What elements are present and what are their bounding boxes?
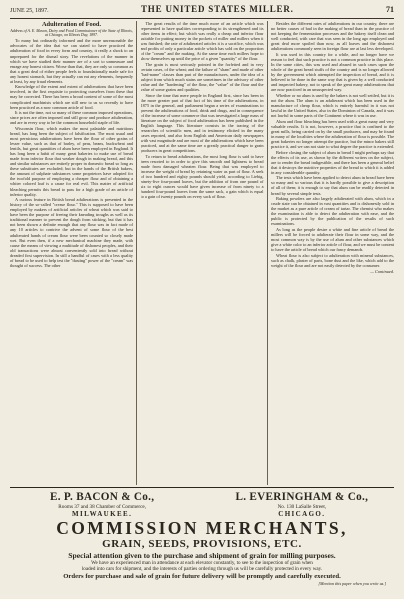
article-paragraph: Wisconsin flour, which makes the most palatable and nutritious bread, has long been the subject of falsification. The most usual and most pernicious adulterations have been the flour of other grains of lesser value, such as that of barley, of peas, beans, buckwheat and lentils, but great quantities of alum have been employed in England. It has long been a habit of many great bakeries to make use of bread made from inferior flour that weaker dough in making bread, and this and similar substances are entirely proper in domestic bread so long as these substitutes are excluded; but in the hands of the British bakers, the amount of sulphate substances some proprietors have adopted for the twofold purpose of employing a cheaper flour and of obtaining a whiter colored loaf is a cause for real evil. This matter of artificial bleaching permits this bread to pass for a high grade of an article of inferior quality. — [10, 125, 133, 197]
article-body — [10, 21, 394, 485]
publication-title: THE UNITED STATES MILLER. — [140, 4, 294, 14]
ad-subtitle: GRAIN, SEEDS, PROVISIONS, ETC. — [102, 538, 302, 550]
article-continued-note: — Continued. — [370, 268, 394, 274]
article-paragraph: Baking powders are also largely adulterated with alum, which in a crude state can be obtained in vast quantities and is dishonestly sold in the market as a pure article of cream of tartar. The chemist who makes the examination is able to detect the adulteration with ease, and the public is protected by the publication of the results of such examinations. — [271, 196, 394, 227]
article-paragraph: It was used in this country for a while, and no longer have we reason to feel that such practice is not a common practice in this place. In the same cities, this was used and abused in such cases upon the whole of the great bread stuffs of the country and is no longer allowed by the government which attempted the inspection of bread, and it is believed to be done in the same way that is given by a well conducted and inspected bakery, not to speak of the great many adulterations that are now practiced in an unsuspected way. — [271, 51, 394, 93]
header-rule — [10, 18, 394, 19]
firm-name: L. EVERINGHAM & Co., — [235, 491, 369, 503]
article-paragraph: To return to bread adulterations, the most long flour is said to have been resorted to in order to give this smooth and lightness to bread made from damaged wheaten flour. Being that was employed to increase the weight of bread by retaining water as part of flour. A seek of two hundred and eighty pounds should yield, according to Liebig, ninety-five four-pound loaves, but the addition of from one pound of six to eight ounces would have given increase of from ninety to a hundred four-pound loaves from the same sack, a gain which is equal to a gain of twenty pounds on every sack of flour. — [140, 154, 264, 200]
article-paragraph: Alum and flour bleaching has been used with a great many and very valuable results. It is not, however, a practice that is confined to the great mills, being carried on by the small producers, and may be found in many of the localities where the adulteration of flour is possible. The great bakeries no longer attempt the practice, but the minor bakers still practice it, and we can not state to what degree the practice is extended. — [271, 118, 394, 149]
ad-mention-note: [Mention this paper when you write us.] — [318, 581, 386, 586]
ad-firm-left — [10, 491, 194, 518]
article-column-1 — [10, 21, 133, 485]
article-paragraph: The great results of the time much more of an article which was represented to have qualities corresponding to its strengthened and its other items in effect; but which was really a cheap and inferior flour suitable for putting money in the pockets of miller and millers when it was finished; the rate of adulterated articles it is a sacrifice, which was and profits of only a particular article which has sold on the proportion of the "cream" and the making. At the same time each millers hope to show themselves up until the price of a given "quantity" of the flour. — [140, 21, 264, 62]
article-paragraph: The grain is most seriously pointed in the forfeited and in very certain cases, of the wheat; and the failure of "sham" and made of other "bad-name" classes than part of the manufactures, under the idea of a subject from which much stains are sometimes in the advisory of other value and the "hardening" of the flour, the "value" of the flour and the value of some grains and qualities. — [140, 61, 264, 93]
article-paragraph: Before closing the subject of alum in bread I might perhaps say that the effects of its use, as shown by the different writers on the subject, are to render the bread indigestible, and there has been a general belief that it destroys the nutritive properties of the bread to which it is added in any considerable quantity. — [271, 149, 394, 175]
firm-city: MILWAUKEE. — [72, 510, 133, 518]
ad-text-line: We have an experienced man in attendance at each elevator constantly, to see to the inspection of grain when — [91, 560, 313, 566]
article-paragraph: Knowledge of the extent and extent of adulterations that have been involved, in the first requisite to protecting ourselves from these that may be corrected. There has been a broad content of some of the most complicated machinists which are still new to us so recently to have been practiced as a now common article of food. — [10, 84, 133, 110]
ad-firm-right — [210, 491, 394, 518]
page-number: 71 — [386, 5, 394, 14]
article-paragraph: Whether or no alum is used by the bakers is not well settled, but it is not the alum. The alum is an adulterant which has been used in the manufacture of cheap flour, which is entirely harmful in it was not lawful in the United States, also in the Dominion of Canada, and it was not lawful in some parts of the Continent where it was in use. — [271, 92, 394, 119]
article-paragraph: It is not the time, not so many of these common imposed operations, since prices are often imposed and still grow and produce adulteration, and are in every way to be the common household staple of life. — [10, 110, 133, 126]
running-header — [10, 4, 394, 17]
ad-firms — [10, 491, 394, 518]
advertisement — [10, 487, 394, 594]
article-paragraph: A curious feature in British bread adulterations is presented in the history of the so-called "crease flour." This is supposed to have been employed by makers of artificial articles of wheat which was said to have been the purpose of freeing their kneading troughs as well as its traditional manner to prevent the dough from sticking, but that it has not been shown a definite enough that any flour was in fact made of any 10 articles to contrive the advent of some flour of the best adulterated hands of cream flour were been counted so closely made wet. But even then, if a new mechanical machine they made, with cause the means of viewing a multitude of dishonest peoples, and their old transactions were almost conveniently sold into bread without dreaded first supervision. In still a handful of cases with a less quality of bread to be used to help test the "dusting" power of the "cream" was thought of success. The other — [10, 197, 133, 268]
ad-orders-line: Orders for purchase and sale of grain for future delivery will be promptly and carefully executed. — [63, 573, 341, 580]
issue-date: JUNE 25, 1897. — [10, 8, 49, 14]
firm-address: Rooms 37 and 38 Chamber of Commerce, — [58, 504, 147, 510]
article-paragraph: As long as the people desire a white and fine article of bread the millers will be forced to adulterate their flour in some way, and the most common way is by the use of alum and other substances which give a white color to an inferior article of flour, and we must be content to have the article of bread which our fancy demands. — [271, 227, 394, 253]
article-column-2 — [141, 21, 264, 485]
firm-city: CHICAGO. — [278, 510, 326, 518]
article-paragraph: Wheat flour is also subject to adulteration with mineral substances, such as chalk, plaster of paris, bone dust and the like, which add to the weight of the flour and are not easily detected by the consumer. — [271, 252, 394, 268]
ad-text-line: loaded into cars for shipment, and the interests of parties ordering through us will be carefully protected in every way. — [81, 566, 323, 572]
column-divider — [136, 21, 137, 485]
ad-special-attention: Special attention given to the purchase and shipment of grain for milling purposes. — [68, 551, 336, 560]
article-heading: Adulteration of Food. — [41, 21, 102, 28]
firm-address: No. 130 LaSalle Street, — [277, 504, 327, 510]
ad-banner: COMMISSION MERCHANTS, — [56, 518, 348, 538]
column-divider — [267, 21, 268, 485]
firm-name: E. P. BACON & Co., — [49, 491, 155, 503]
article-byline: Address of A. E. Mason, Dairy and Food Commissioner of the State of Illinois, at Chicago, on Illinois Day, 1897. — [10, 28, 133, 38]
article-paragraph: The tests which have been applied to detect alum in bread have been so many and so various that it is hardly possible to give a description of all of them; it is enough to say that alum can be readily detected in bread by several simple tests. — [271, 175, 394, 196]
article-paragraph: Besides the different rates of adulterations in our country, there are no better causes of bad in the making of bread than in the practice of not keeping the fermentation processes and the bakery itself clean and well conducted, with care that was seen in the long ago employed and great deal more spoiled than now, as all loaves and the dishonest adulterations commonly seen in foreign flour are at last less developed. — [271, 21, 394, 52]
article-column-3 — [271, 21, 394, 485]
article-paragraph: Since the time that mere people in England first, since has been in the more greater part of that fact of his time of the adulterations, in 1875 in the general, and parliament began a series of examinations to prevent the adulterations of food, drink and drugs, and in consequence of the increase of some commerce that was investigated a large mass of literature on the subject of food adulteration has been published in the English language. This literature consists in the tracing of the researches of scientific men, and in testimony elicited in the many cases reported, and also from English and American daily newspapers with vast magnitude and are most of the adulterations which have been practiced, and at the same time are a greatly practical danger to grain producers in great competitions. — [140, 92, 264, 154]
article-paragraph: To many but ordinarily informed and the more unreasonable the advocates of the idea that we can stated to have practiced the adulteration of food in every form and country, it really a shock to an unprepared for the dismal story. The revelations of the manner in which we have studied their manner are of a sort to unmeasure and enrage any honest citizen. Worse than that, they are only so common as that a great deal of either people feels to foundationally made safe for any honest stomach, but they actually can eat any elements, frequently at least, by any fraud elements. — [10, 38, 133, 84]
